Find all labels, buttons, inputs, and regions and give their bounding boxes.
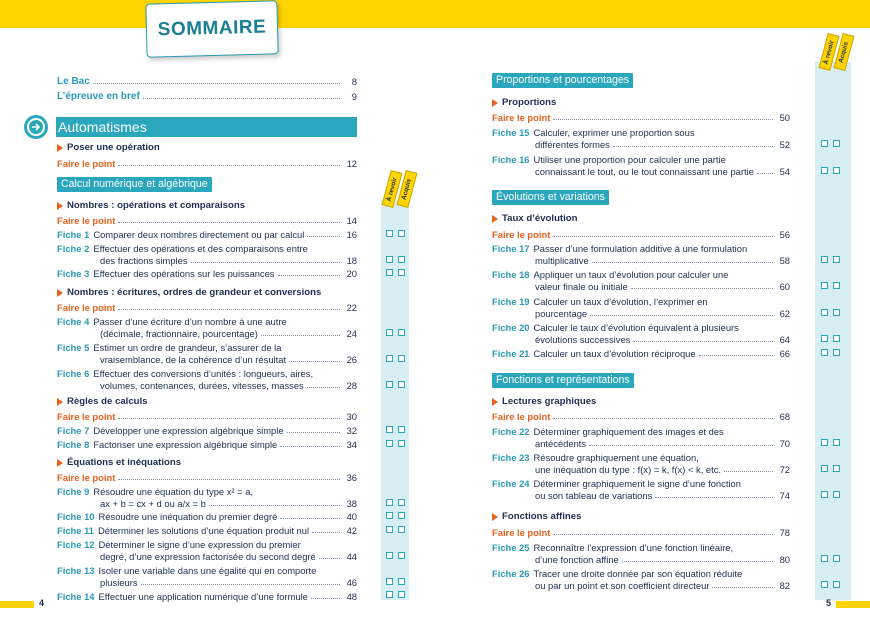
tag-acquis-left: Acquis (397, 170, 418, 208)
toc-fiche-4[interactable]: Fiche 4 Passer d’une écriture d’un nombre à une autre (57, 316, 287, 327)
checkbox-acquis[interactable] (398, 552, 405, 559)
toc-faire-point[interactable]: Faire le point 68 (492, 411, 790, 422)
toc-fiche-17-cont[interactable]: multiplicative 58 (535, 255, 790, 266)
toc-fiche-18-cont[interactable]: valeur finale ou initiale 60 (535, 281, 790, 292)
checkbox-acquis[interactable] (833, 439, 840, 446)
checkbox-revoir[interactable] (386, 329, 393, 336)
section-automatismes: Automatismes (56, 117, 357, 137)
checkbox-revoir[interactable] (821, 349, 828, 356)
checkbox-revoir[interactable] (386, 526, 393, 533)
checkbox-revoir[interactable] (386, 381, 393, 388)
section-evolutions: Évolutions et variations (492, 190, 609, 205)
tag-revoir-right: À revoir (819, 33, 840, 71)
checkbox-revoir[interactable] (821, 282, 828, 289)
toc-fiche-13-cont[interactable]: plusieurs 46 (100, 577, 357, 588)
toc-fiche-2[interactable]: Fiche 2 Effectuer des opérations et des comparaisons entre (57, 243, 308, 254)
checkbox-revoir[interactable] (821, 491, 828, 498)
toc-entry-le-bac[interactable]: Le Bac 8 (57, 76, 357, 87)
checkbox-revoir[interactable] (386, 426, 393, 433)
toc-faire-point[interactable]: Faire le point 12 (57, 158, 357, 169)
toc-fiche-25-cont[interactable]: d’une fonction affine 80 (535, 554, 790, 565)
checkbox-acquis[interactable] (833, 465, 840, 472)
toc-faire-point[interactable]: Faire le point 30 (57, 411, 357, 422)
page-number-right: 5 (826, 598, 832, 608)
subsection-proportions: Proportions (492, 97, 556, 108)
checkbox-acquis[interactable] (398, 440, 405, 447)
checkbox-revoir[interactable] (386, 552, 393, 559)
toc-fiche-18[interactable]: Fiche 18 Appliquer un taux d’évolution pour calculer une (492, 269, 729, 280)
bottom-bar-right (836, 601, 870, 608)
toc-fiche-23[interactable]: Fiche 23 Résoudre graphiquement une équation, (492, 452, 699, 463)
toc-fiche-22-cont[interactable]: antécédents 70 (535, 438, 790, 449)
subsection-taux: Taux d’évolution (492, 213, 578, 224)
checkbox-acquis[interactable] (833, 349, 840, 356)
tag-acquis-right: Acquis (834, 33, 855, 71)
toc-fiche-7[interactable]: Fiche 7 Développer une expression algébrique simple 32 (57, 425, 357, 436)
checkbox-acquis[interactable] (398, 578, 405, 585)
checkbox-revoir[interactable] (386, 230, 393, 237)
checkbox-acquis[interactable] (398, 591, 405, 598)
toc-fiche-15-cont[interactable]: différentes formes 52 (535, 139, 790, 150)
toc-fiche-13[interactable]: Fiche 13 Isoler une variable dans une égalité qui en comporte (57, 565, 317, 576)
checkbox-revoir[interactable] (821, 309, 828, 316)
checkbox-acquis[interactable] (398, 526, 405, 533)
toc-faire-point[interactable]: Faire le point 50 (492, 112, 790, 123)
subsection-affines: Fonctions affines (492, 511, 581, 522)
toc-fiche-6-cont[interactable]: volumes, contenances, durées, vitesses, masses 28 (100, 380, 357, 391)
subsection-equations: Équations et inéquations (57, 457, 181, 468)
subsection-lectures: Lectures graphiques (492, 396, 596, 407)
tag-revoir-left: À revoir (382, 170, 403, 208)
checkbox-revoir[interactable] (821, 439, 828, 446)
checkbox-acquis[interactable] (398, 512, 405, 519)
toc-fiche-5[interactable]: Fiche 5 Estimer un ordre de grandeur, s’assurer de la (57, 342, 282, 353)
page-title: SOMMAIRE (157, 16, 267, 41)
checkbox-revoir[interactable] (821, 555, 828, 562)
toc-fiche-12[interactable]: Fiche 12 Déterminer le signe d’une expression du premier (57, 539, 301, 550)
checkbox-acquis[interactable] (833, 167, 840, 174)
toc-fiche-24-cont[interactable]: ou son tableau de variations 74 (535, 490, 790, 501)
toc-fiche-5-cont[interactable]: vraisemblance, de la cohérence d’un résultat 26 (100, 354, 357, 365)
checkbox-acquis[interactable] (833, 491, 840, 498)
checkbox-acquis[interactable] (833, 282, 840, 289)
bottom-bar-left (0, 601, 34, 608)
toc-fiche-2-cont[interactable]: des fractions simples 18 (100, 255, 357, 266)
top-banner (0, 0, 870, 28)
checkbox-revoir[interactable] (821, 167, 828, 174)
checkbox-revoir[interactable] (386, 256, 393, 263)
toc-fiche-20-cont[interactable]: évolutions successives 64 (535, 334, 790, 345)
toc-fiche-17[interactable]: Fiche 17 Passer d’une formulation additive à une formulation (492, 243, 748, 254)
checkbox-acquis[interactable] (833, 555, 840, 562)
subsection-nombres: Nombres : opérations et comparaisons (57, 200, 245, 211)
toc-faire-point[interactable]: Faire le point 36 (57, 472, 357, 483)
toc-fiche-23-cont[interactable]: une inéquation du type : f(x) = k, f(x) < k, etc. 72 (535, 464, 790, 475)
checkbox-revoir[interactable] (821, 335, 828, 342)
toc-fiche-1[interactable]: Fiche 1 Comparer deux nombres directement ou par calcul 16 (57, 229, 357, 240)
toc-faire-point[interactable]: Faire le point 56 (492, 229, 790, 240)
toc-fiche-11[interactable]: Fiche 11 Déterminer les solutions d’une équation produit nul 42 (57, 525, 357, 536)
checkbox-acquis[interactable] (398, 355, 405, 362)
checkbox-acquis[interactable] (398, 269, 405, 276)
checkbox-revoir[interactable] (386, 499, 393, 506)
checkbox-acquis[interactable] (398, 329, 405, 336)
checkbox-acquis[interactable] (398, 256, 405, 263)
checkbox-revoir[interactable] (386, 440, 393, 447)
toc-fiche-21[interactable]: Fiche 21 Calculer un taux d’évolution réciproque 66 (492, 348, 790, 359)
checkbox-acquis[interactable] (833, 140, 840, 147)
toc-fiche-9-cont[interactable]: ax + b = cx + d ou a/x = b 38 (100, 498, 357, 509)
toc-fiche-3[interactable]: Fiche 3 Effectuer des opérations sur les puissances 20 (57, 268, 357, 279)
checkbox-acquis[interactable] (833, 309, 840, 316)
section-calcul: Calcul numérique et algébrique (57, 177, 212, 192)
toc-fiche-20[interactable]: Fiche 20 Calculer le taux d’évolution équivalent à plusieurs (492, 322, 739, 333)
toc-fiche-24[interactable]: Fiche 24 Déterminer graphiquement le signe d’une fonction (492, 478, 741, 489)
checkbox-revoir[interactable] (386, 355, 393, 362)
checkbox-revoir[interactable] (821, 140, 828, 147)
toc-fiche-14[interactable]: Fiche 14 Effectuer une application numérique d’une formule 48 (57, 591, 357, 602)
checkbox-acquis[interactable] (833, 256, 840, 263)
toc-fiche-26-cont[interactable]: ou par un point et son coefficient directeur 82 (535, 580, 790, 591)
toc-fiche-15[interactable]: Fiche 15 Calculer, exprimer une proportion sous (492, 127, 695, 138)
subsection-regles: Règles de calculs (57, 396, 148, 407)
toc-fiche-19[interactable]: Fiche 19 Calculer un taux d’évolution, l’exprimer en (492, 296, 708, 307)
toc-fiche-16[interactable]: Fiche 16 Utiliser une proportion pour calculer une partie (492, 154, 726, 165)
toc-faire-point[interactable]: Faire le point 14 (57, 215, 357, 226)
checkbox-acquis[interactable] (833, 581, 840, 588)
checkbox-acquis[interactable] (398, 230, 405, 237)
checkbox-revoir[interactable] (821, 256, 828, 263)
checkbox-revoir[interactable] (821, 581, 828, 588)
toc-fiche-10[interactable]: Fiche 10 Résoudre une inéquation du premier degré 40 (57, 511, 357, 522)
checkbox-revoir[interactable] (386, 578, 393, 585)
toc-fiche-12-cont[interactable]: degré, d’une expression factorisée du second degré 44 (100, 551, 357, 562)
checkbox-acquis[interactable] (398, 499, 405, 506)
title-tab (145, 0, 278, 57)
toc-fiche-25[interactable]: Fiche 25 Reconnaître l’expression d’une fonction linéaire, (492, 542, 734, 553)
toc-entry-epreuve[interactable]: L’épreuve en bref 9 (57, 91, 357, 102)
section-fonctions: Fonctions et représentations (492, 373, 634, 388)
automatismes-arrow-icon (24, 115, 48, 139)
subsection-ecritures: Nombres : écritures, ordres de grandeur et conversions (57, 287, 321, 298)
toc-fiche-22[interactable]: Fiche 22 Déterminer graphiquement des images et des (492, 426, 724, 437)
page-number-left: 4 (39, 598, 45, 608)
subsection-poser: Poser une opération (57, 142, 160, 153)
checkbox-acquis[interactable] (398, 426, 405, 433)
toc-fiche-8[interactable]: Fiche 8 Factoriser une expression algébrique simple 34 (57, 439, 357, 450)
toc-fiche-26[interactable]: Fiche 26 Tracer une droite donnée par son équation réduite (492, 568, 743, 579)
section-proportions: Proportions et pourcentages (492, 73, 633, 88)
toc-faire-point[interactable]: Faire le point 22 (57, 302, 357, 313)
checkbox-acquis[interactable] (398, 381, 405, 388)
toc-fiche-4-cont[interactable]: (décimale, fractionnaire, pourcentage) 24 (100, 328, 357, 339)
toc-fiche-6[interactable]: Fiche 6 Effectuer des conversions d’unités : longueurs, aires, (57, 368, 314, 379)
checkbox-revoir[interactable] (386, 512, 393, 519)
checkbox-revoir[interactable] (821, 465, 828, 472)
toc-fiche-9[interactable]: Fiche 9 Résoudre une équation du type x² = a, (57, 486, 254, 497)
checkbox-revoir[interactable] (386, 269, 393, 276)
checkbox-revoir[interactable] (386, 591, 393, 598)
toc-fiche-16-cont[interactable]: connaissant le tout, ou le tout connaissant une partie 54 (535, 166, 790, 177)
toc-faire-point[interactable]: Faire le point 78 (492, 527, 790, 538)
checkbox-acquis[interactable] (833, 335, 840, 342)
toc-fiche-19-cont[interactable]: pourcentage 62 (535, 308, 790, 319)
